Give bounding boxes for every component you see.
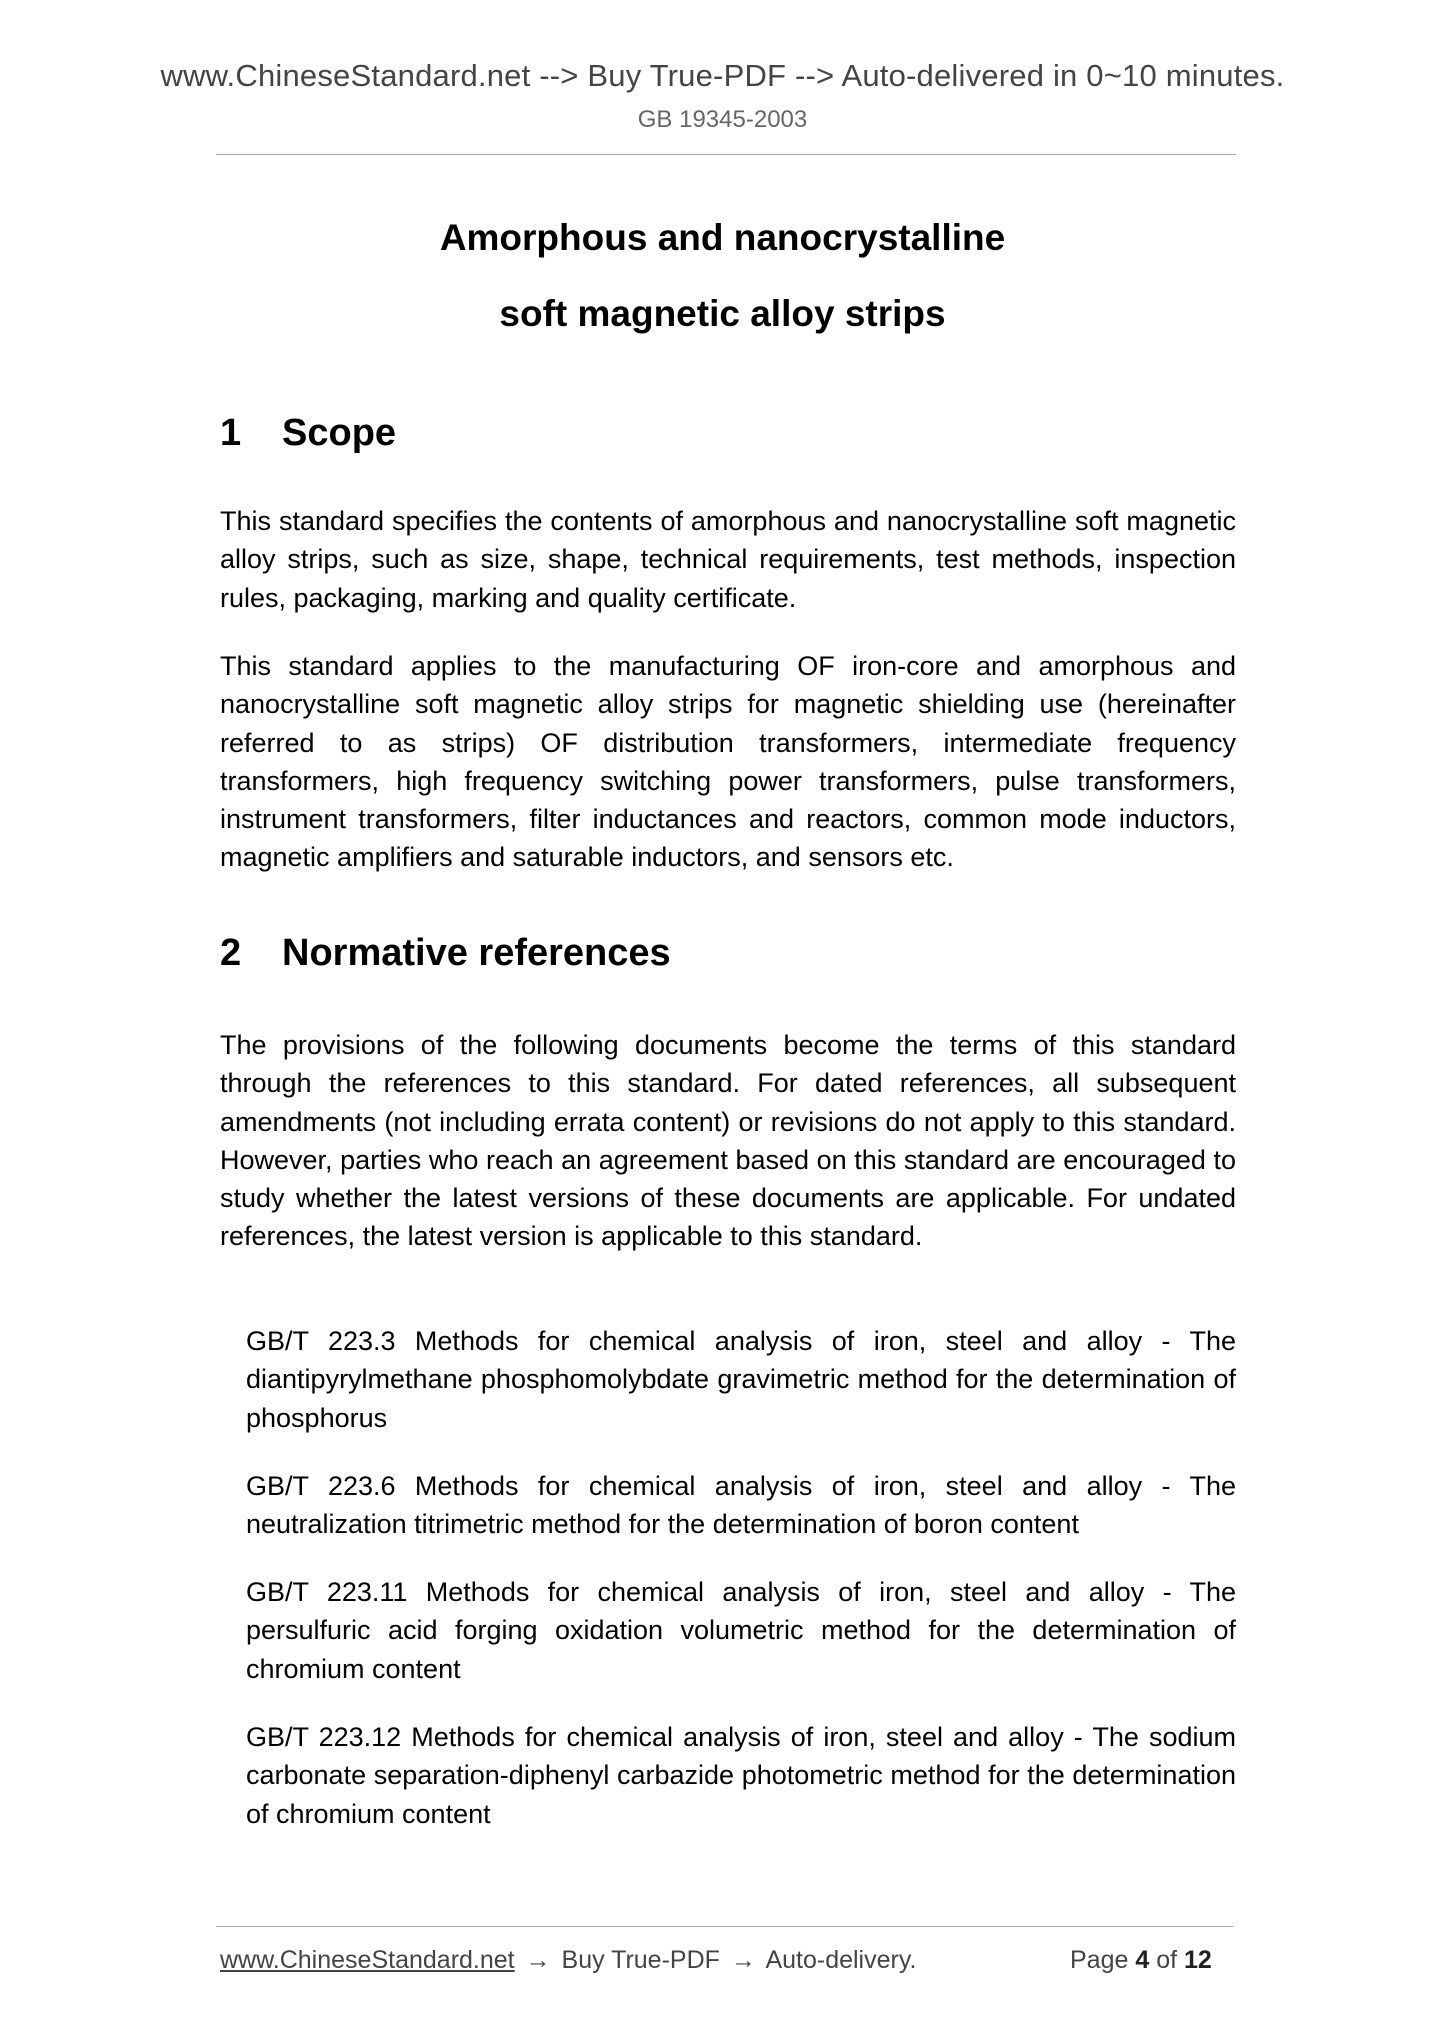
arrow-right-icon: →: [525, 1946, 551, 1974]
arrow-right-icon: →: [730, 1946, 756, 1974]
section-number: 1: [220, 412, 242, 454]
section-number: 2: [220, 932, 242, 974]
page-current: 4: [1135, 1946, 1150, 1974]
scope-paragraph-1: This standard specifies the contents of amorphous and nanocrystalline soft magnetic alloy strips, such as size, shape, technical requirements, test methods, inspection rules, packaging, marking and quality certificate.: [220, 506, 1236, 613]
section-title: Scope: [282, 412, 397, 454]
normative-references-paragraph: The provisions of the following documents become the terms of this standard through the references to this standard. For dated references, all subsequent amendments (not including errata content) or revisions do not apply to this standard. However, parties who reach an agreement based on this standard are encouraged to study whether the latest versions of these documents are applicable. For undated references, the latest version is applicable to this standard.: [220, 1030, 1236, 1252]
page-total: 12: [1184, 1946, 1212, 1974]
page-label: Page: [1070, 1946, 1129, 1974]
document-title-line1: Amorphous and nanocrystalline: [439, 217, 1006, 258]
section-heading-scope: [220, 412, 396, 455]
reference-item: GB/T 223.12 Methods for chemical analysis of iron, steel and alloy - The sodium carbonate separation-diphenyl carbazide photometric method for the determination of chromium content: [246, 1722, 1236, 1829]
footer-site-link[interactable]: www.ChineseStandard.net: [220, 1946, 515, 1974]
footer-buy-text: Buy True-PDF: [561, 1946, 720, 1974]
footer-bar: [220, 1946, 916, 1975]
page-of: of: [1156, 1946, 1178, 1974]
section-heading-normative-references: [220, 932, 671, 975]
reference-item: GB/T 223.11 Methods for chemical analysis of iron, steel and alloy - The persulfuric acid forging oxidation volumetric method for the determination of chromium content: [246, 1577, 1236, 1684]
footer-divider: [216, 1926, 1233, 1927]
reference-item: GB/T 223.3 Methods for chemical analysis of iron, steel and alloy - The diantipyrylmethane phosphomolybdate gravimetric method for the determination of phosphorus: [246, 1326, 1236, 1433]
document-title-line2: soft magnetic alloy strips: [499, 293, 946, 334]
header-banner: www.ChineseStandard.net --> Buy True-PDF --> Auto-delivered in 0~10 minutes.: [160, 58, 1285, 93]
page-number: [1070, 1946, 1212, 1975]
footer-delivery-text: Auto-delivery.: [765, 1946, 917, 1974]
standard-code: GB 19345-2003: [637, 106, 808, 133]
scope-paragraph-2: This standard applies to the manufacturing OF iron-core and amorphous and nanocrystalline soft magnetic alloy strips for magnetic shielding use (hereinafter referred to as strips) OF distribution transformers, intermediate frequency transformers, high frequency switching power transformers, pulse transformers, instrument transformers, filter inductances and reactors, common mode inductors, magnetic amplifiers and saturable inductors, and sensors etc.: [220, 651, 1236, 873]
section-title: Normative references: [282, 932, 671, 974]
header-divider: [216, 154, 1236, 155]
reference-item: GB/T 223.6 Methods for chemical analysis of iron, steel and alloy - The neutralization titrimetric method for the determination of boron content: [246, 1471, 1236, 1540]
